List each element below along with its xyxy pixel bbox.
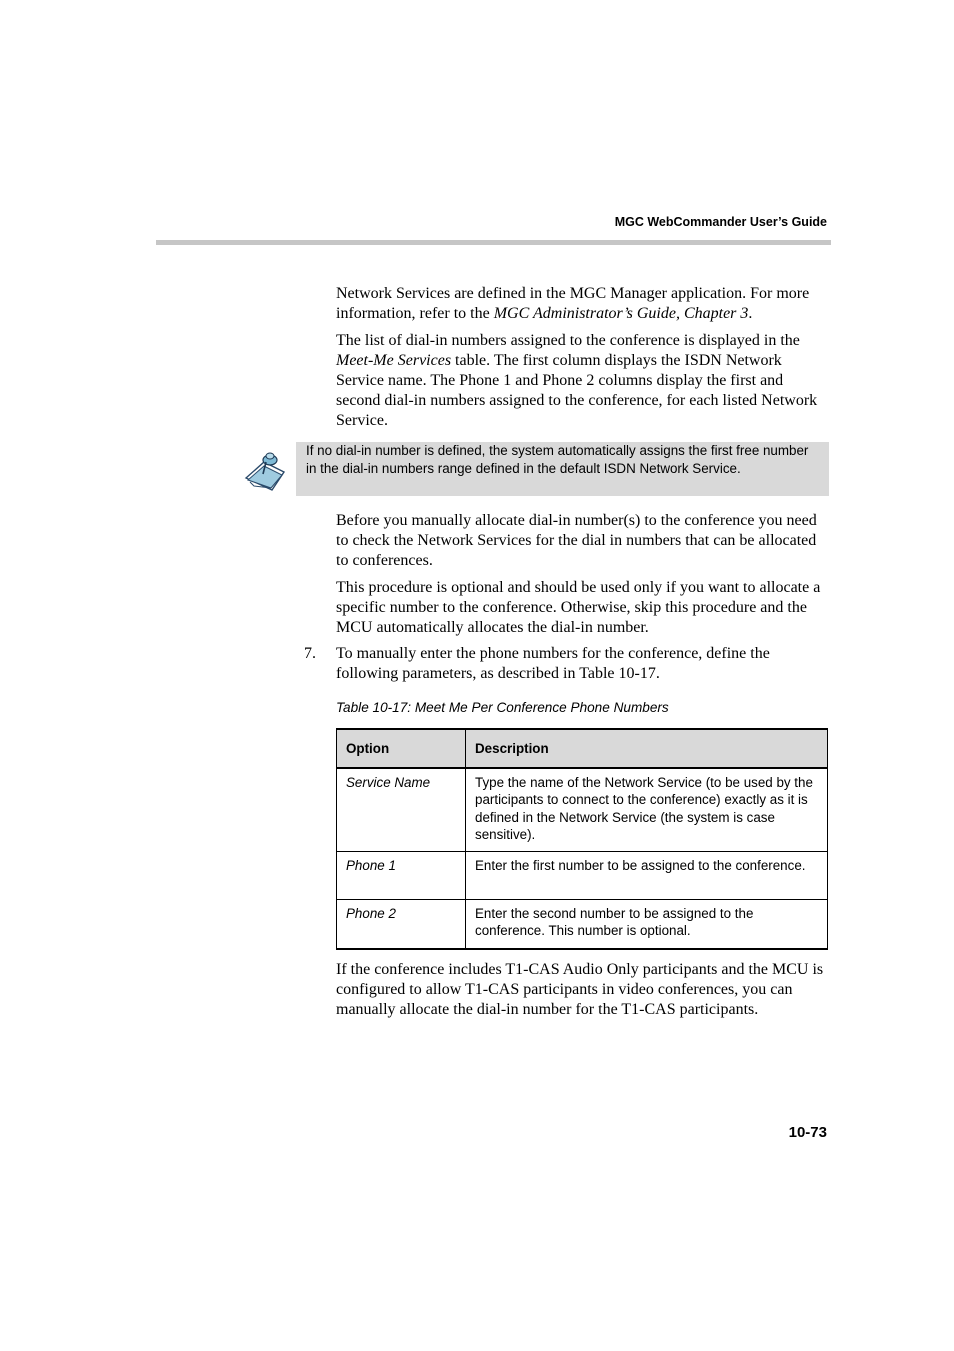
paragraph-t1-cas: If the conference includes T1-CAS Audio Only participants and the MCU is configured to allow T1-CAS participants in video conferences, you can manually allocate the dial-in number for the T1-CAS participants. (336, 961, 824, 1018)
table-row (337, 900, 828, 949)
option-cell: Phone 2 (337, 900, 466, 949)
page-number: 10-73 (788, 1124, 827, 1141)
table-row (337, 852, 828, 900)
description-cell: Enter the second number to be assigned to the conference. This number is optional. (466, 900, 828, 949)
table-header-row (337, 729, 828, 768)
column-header-description: Description (466, 729, 828, 768)
option-cell: Phone 1 (337, 852, 466, 900)
paragraph-network-services: Network Services are defined in the MGC Manager application. For more information, refer to the MGC Administrator’s Guide, Chapter 3. (336, 285, 810, 322)
reference-meet-me-services: Meet-Me Services (336, 352, 452, 369)
table-caption: Table 10-17: Meet Me Per Conference Phone Numbers (336, 700, 669, 715)
step-number: 7. (304, 645, 316, 662)
note-text: If no dial-in number is defined, the system automatically assigns the first free number in the dial-in numbers range defined in the default ISDN Network Service. (306, 443, 809, 476)
paragraph-optional-procedure: This procedure is optional and should be used only if you want to allocate a specific number to the conference. Otherwise, skip this procedure and the MCU automatically allocates the dial-in number. (336, 579, 821, 636)
paragraph-dial-in-list: The list of dial-in numbers assigned to the conference is displayed in the Meet-Me Services table. The first column displays the ISDN Network Service name. The Phone 1 and Phone 2 columns display the first and second dial-in numbers assigned to the conference, for each listed Network Service. (336, 332, 818, 429)
parameters-table (336, 728, 828, 950)
page-header-title: MGC WebCommander User’s Guide (614, 215, 827, 229)
step-text: To manually enter the phone numbers for the conference, define the following parameters, as described in Table 10-17. (336, 645, 770, 682)
paragraph-before-allocate: Before you manually allocate dial-in number(s) to the conference you need to check the Network Services for the dial in numbers that can be allocated to conferences. (336, 512, 817, 569)
reference-admin-guide: MGC Administrator’s Guide, Chapter 3 (493, 305, 749, 322)
table-row (337, 768, 828, 852)
column-header-option: Option (337, 729, 466, 768)
note-pad-pin-icon (242, 448, 288, 494)
description-cell: Enter the first number to be assigned to the conference. (466, 852, 828, 900)
header-rule (156, 240, 831, 245)
option-cell: Service Name (337, 768, 466, 852)
description-cell: Type the name of the Network Service (to be used by the participants to connect to the conference) exactly as it is defined in the Network Service (the system is case sensitive). (466, 768, 828, 852)
